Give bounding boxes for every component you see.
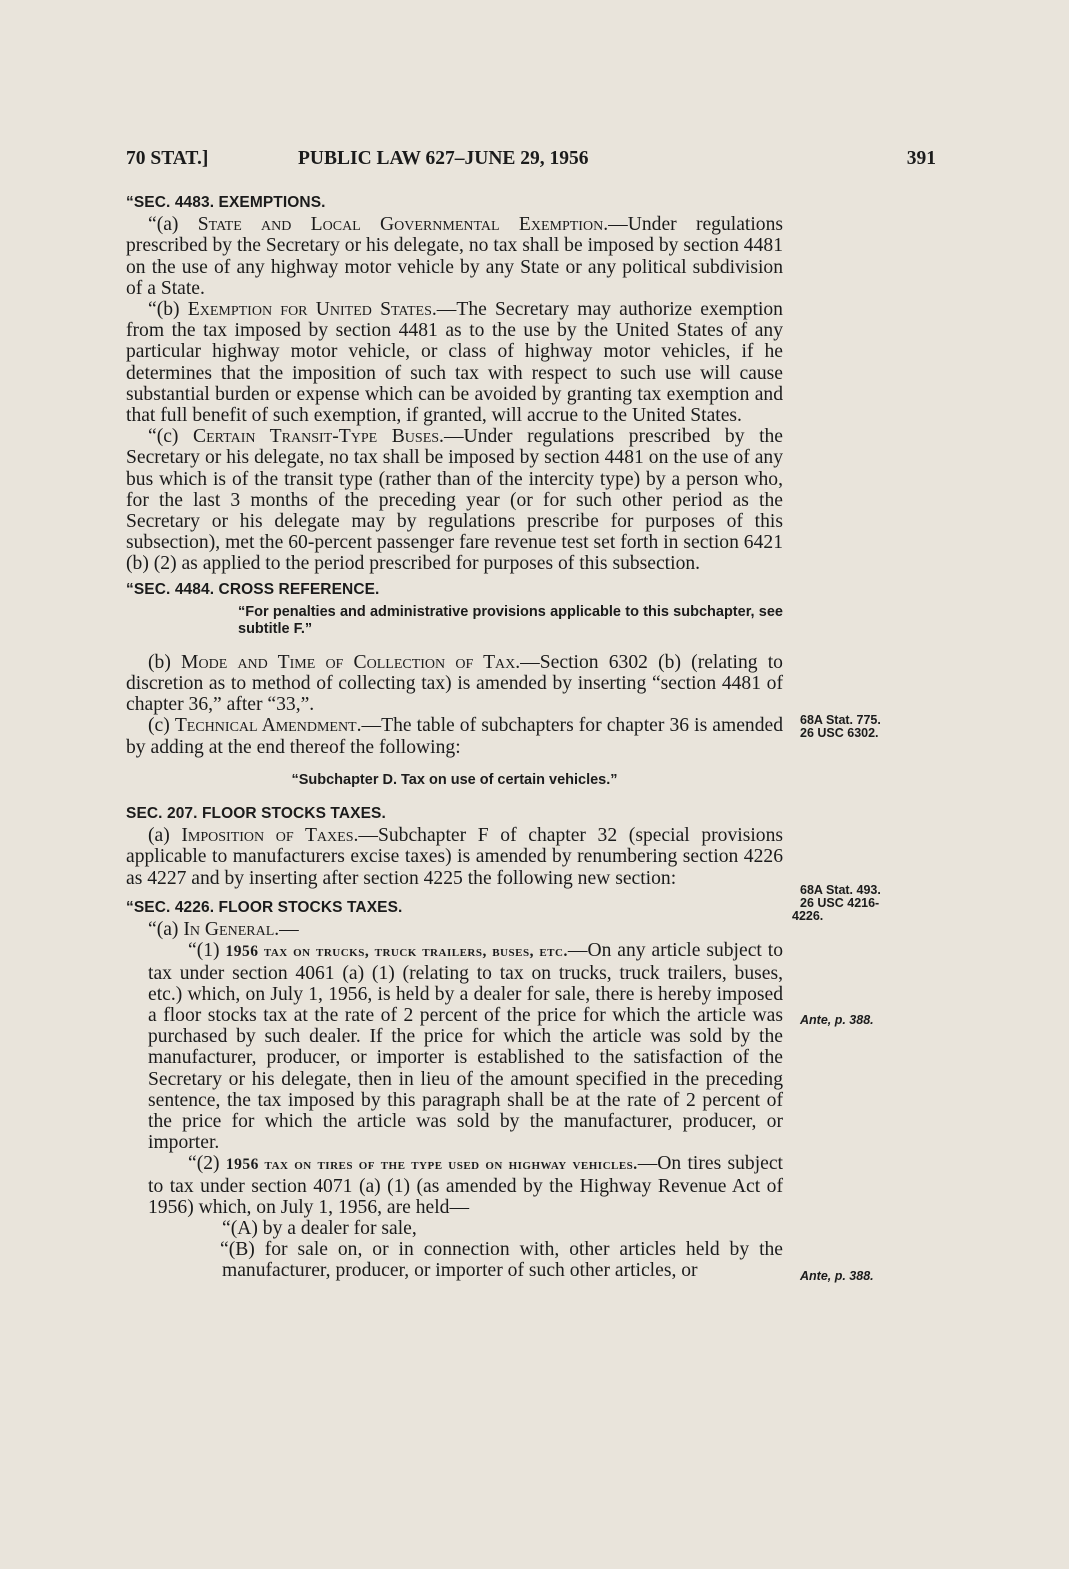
section-4483-c: “(c) Certain Transit-Type Buses.—Under regulations prescribed by the Secretary or his delegate, no tax shall be imposed by section 4481 on the use of any bus which is of the transit type (rather than of the intercity type) by a person who, for the last 3 months of the preceding year (or for such other period as the Secretary or his delegate may by regulations prescribe for purposes of this subsection), met the 60-percent passenger fare revenue test set forth in section 6421 (b) (2) as applied to the period prescribed for purposes of this subsection. (126, 426, 784, 575)
section-4483-a: “(a) State and Local Governmental Exemption.—Under regulations prescribed by the Secretary or his delegate, no tax shall be imposed by section 4481 on the use of any highway motor vehicle by any State or any political subdivision of a State. (126, 214, 784, 299)
clause-a: “(A) by a dealer for sale, (222, 1217, 417, 1239)
paragraph-2: “(2) 1956 tax on tires of the type used on highway vehicles.—On tires subject to tax under section 4071 (a) (1) (as amended by the Highway Revenue Act of 1956) which, on July 1, 1956, are held— (148, 1153, 783, 1218)
section-207-heading: SEC. 207. FLOOR STOCKS TAXES. (126, 805, 386, 823)
page-header (126, 148, 936, 176)
section-207-a: (a) Imposition of Taxes.—Subchapter F of chapter 32 (special provisions applicable to manufacturers excise taxes) is amended by renumbering section 4226 as 4227 and by inserting after section 4225 the following new section: (126, 825, 783, 889)
cross-reference-note: “For penalties and administrative provisions applicable to this subchapter, see subtitle F.” (238, 603, 783, 637)
section-4226-heading: “SEC. 4226. FLOOR STOCKS TAXES. (126, 898, 403, 916)
section-4483-b: “(b) Exemption for United States.—The Secretary may authorize exemption from the tax imposed by section 4481 as to the use by the United States of any particular highway motor vehicle, or class of highway motor vehicles, if he determines that the imposition of such tax with respect to such use will cause substantial burden or expense which can be avoided by granting tax exemption and that full benefit of such exemption, if granted, will accrue to the United States. (126, 299, 783, 427)
section-4484-heading: “SEC. 4484. CROSS REFERENCE. (126, 580, 380, 598)
subsection-c: (c) Technical Amendment.—The table of subchapters for chapter 36 is amended by adding at the end thereof the following: (126, 715, 783, 758)
volume-citation: 70 STAT.] (126, 148, 209, 169)
margin-note-68a-493: 68A Stat. 493. 26 USC 4216- 4226. (792, 883, 881, 923)
clause-b: “(B) for sale on, or in connection with, other articles held by the manufacturer, producer, or importer of such other articles, or (220, 1239, 783, 1282)
running-title: PUBLIC LAW 627–JUNE 29, 1956 (298, 148, 589, 169)
subchapter-quote: “Subchapter D. Tax on use of certain vehicles.” (291, 771, 618, 788)
margin-note-ante-388-2: Ante, p. 388. (800, 1269, 874, 1283)
paragraph-1: “(1) 1956 tax on trucks, truck trailers, buses, etc.—On any article subject to tax under section 4061 (a) (1) (relating to tax on trucks, truck trailers, buses, etc.) which, on July 1, 1956, is held by a dealer for sale, there is hereby imposed a floor stocks tax at the rate of 2 percent of the price for which the article was purchased by such dealer. If the price for which the article was sold by the manufacturer, producer, or importer is established to the satisfaction of the Secretary or his delegate, then in lieu of the amount specified in the preceding sentence, the tax imposed by this paragraph shall be at the rate of 2 percent of the price for which the article was sold by the manufacturer, producer, or importer. (148, 940, 783, 1154)
subsection-b: (b) Mode and Time of Collection of Tax.—Section 6302 (b) (relating to discretion as to method of collecting tax) is amended by inserting “section 4481 of chapter 36,” after “33,”. (126, 651, 783, 716)
page-number: 391 (906, 148, 936, 169)
statute-text (126, 190, 783, 1282)
margin-note-ante-388-1: Ante, p. 388. (800, 1013, 874, 1027)
section-4483-heading: “SEC. 4483. EXEMPTIONS. (126, 194, 326, 211)
section-4226-a: “(a) In General.— (148, 919, 299, 941)
margin-note-68a-775: 68A Stat. 775. 26 USC 6302. (800, 713, 881, 740)
